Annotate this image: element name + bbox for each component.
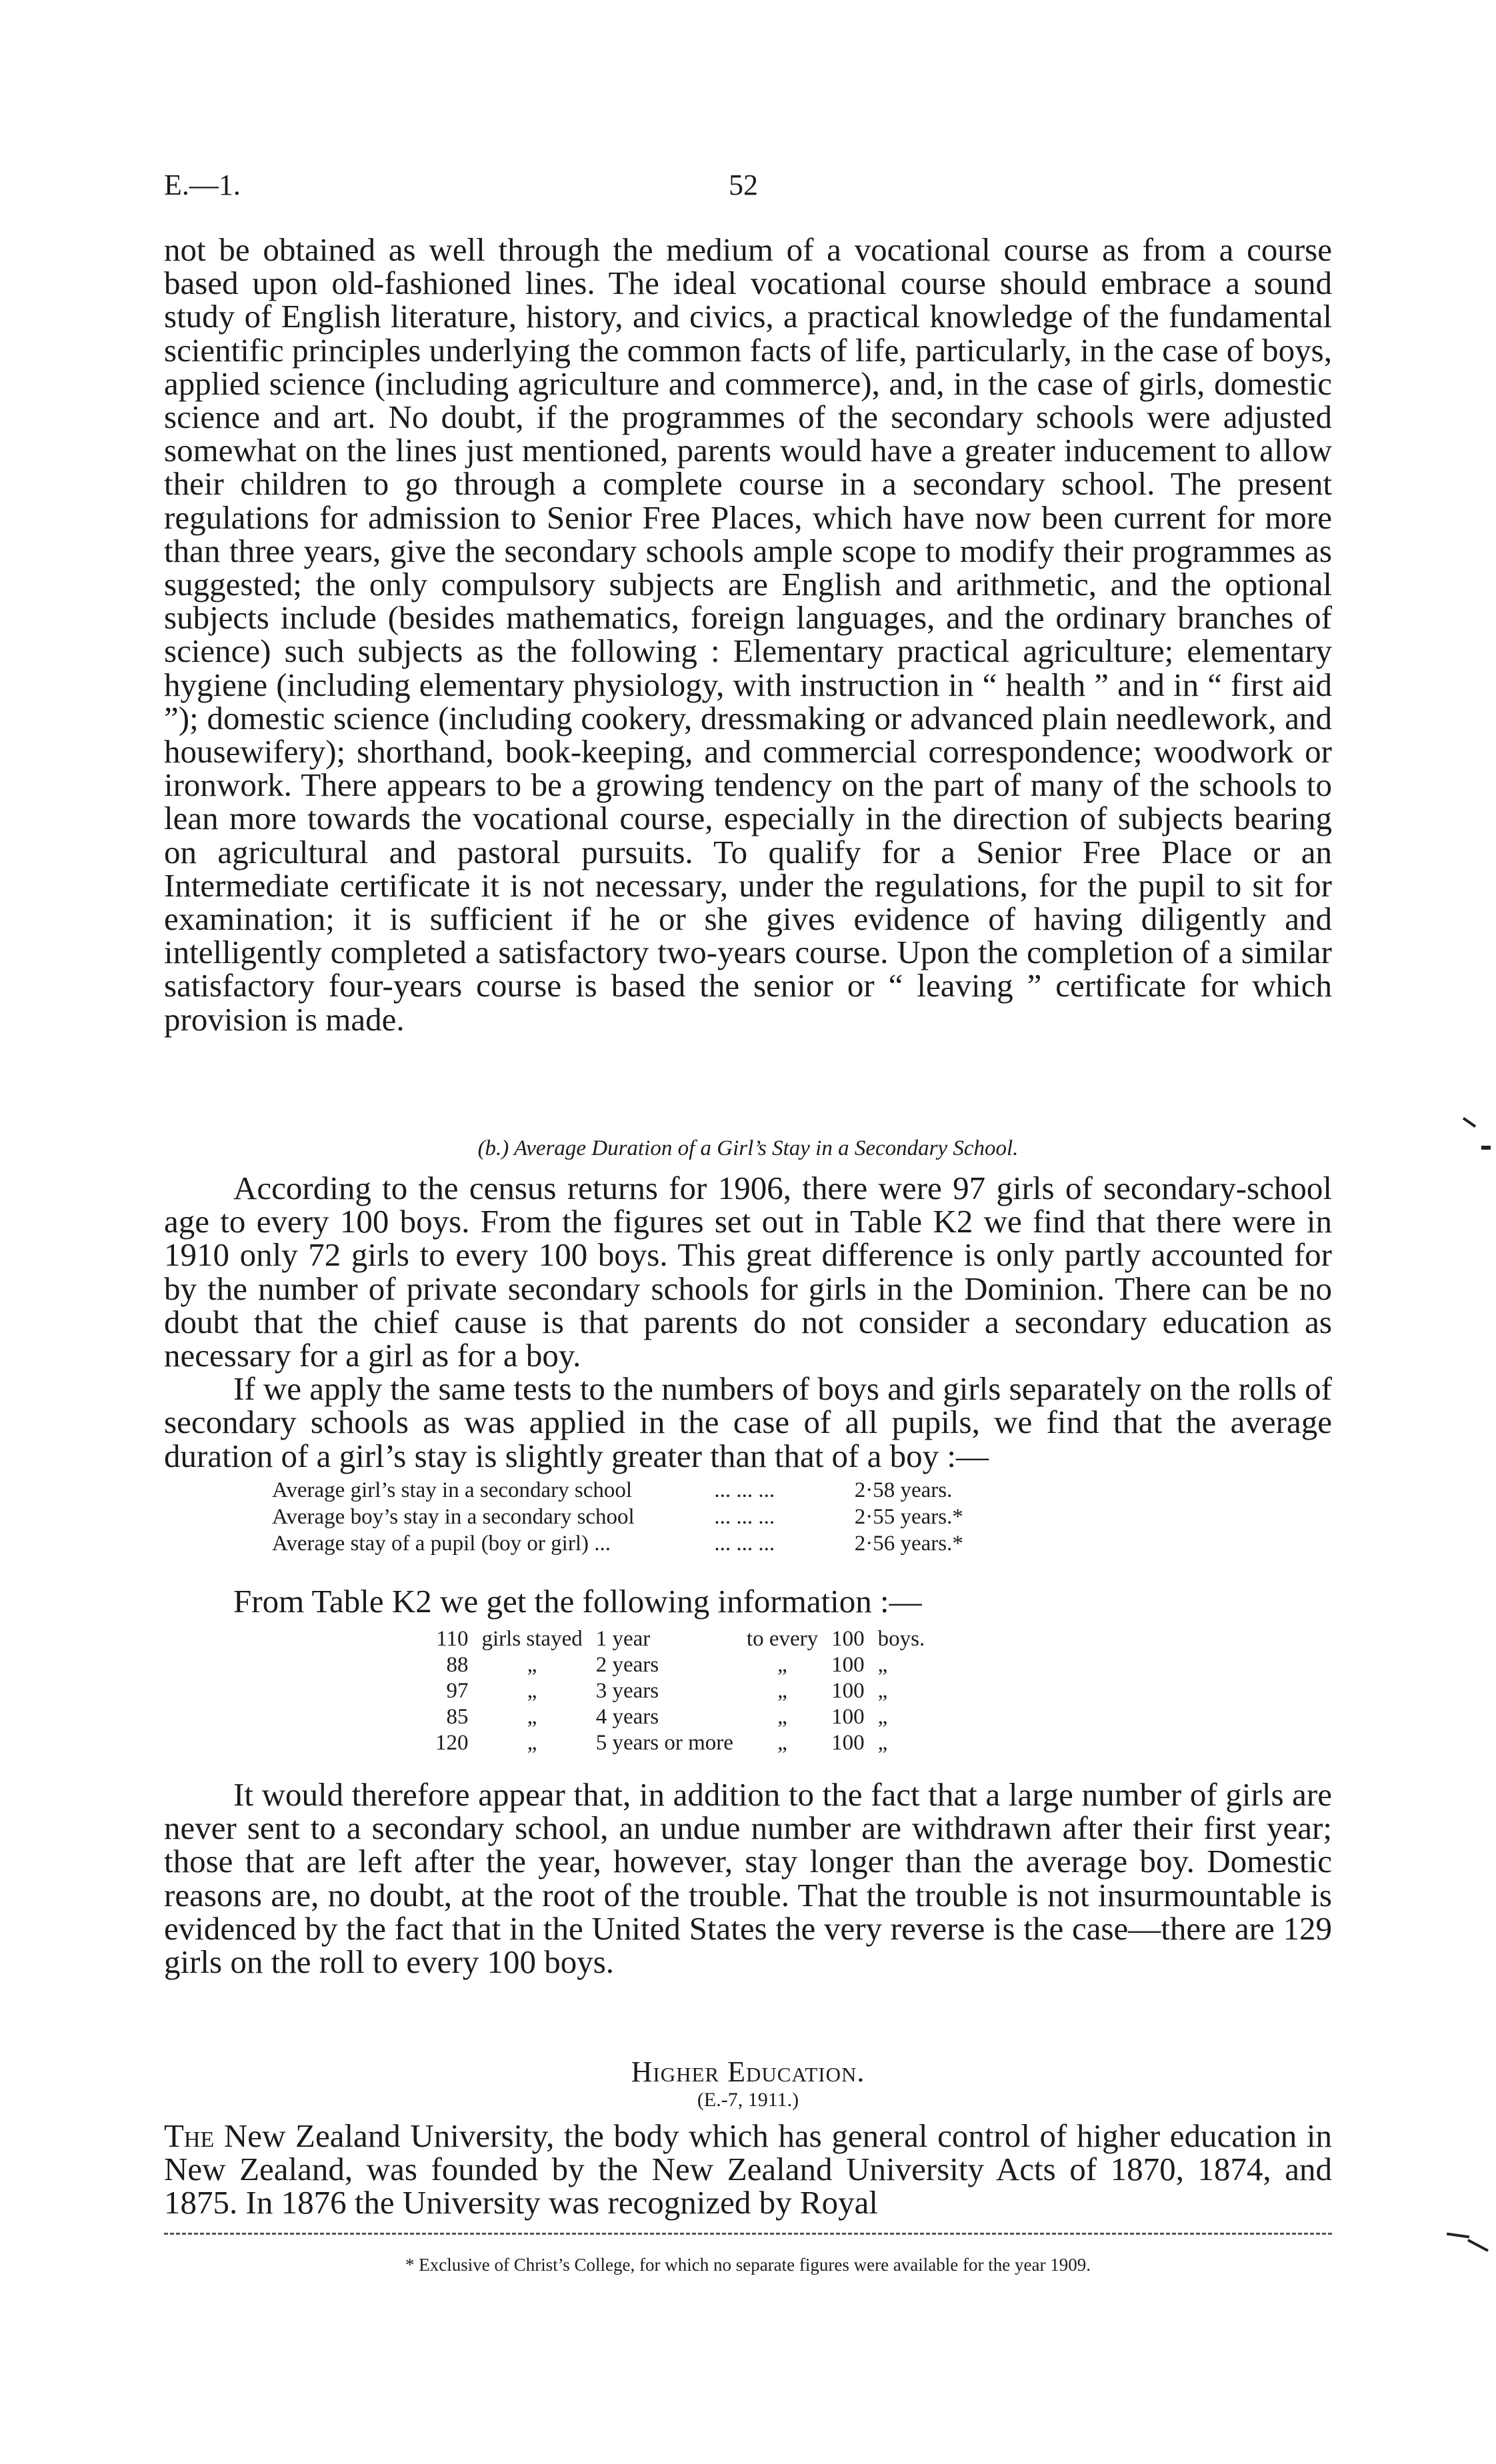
paragraph-text: not be obtained as well through the medium of a vocational course as from a course based upon old-fashioned lines. The ideal vocational course should embrace a sound study of English literature, history, and civics, a practical knowledge of the fundamental scientific principles underlying the common facts of life, particularly, in the case of boys, applied science (including agriculture and commerce), and, in the case of girls, domestic science and art. No doubt, if the programmes of the secondary schools were adjusted somewhat on the lines just mentioned, parents would have a greater inducement to allow their children to go through a complete course in a secondary school. The present regulations for admission to Senior Free Places, which have now been current for more than three years, give the secondary schools ample scope to modify their programmes as suggested; the only compulsory subjects are English and arithmetic, and the optional subjects include (besides mathematics, foreign languages, and the ordinary branches of science) such subjects as the following : Elementary practical agriculture; elementary hygiene (including elementary physiology, with instruction in “ health ” and in “ first aid ”); domestic science (including cookery, dressmaking or advanced plain needlework, and housewifery); shorthand, book-keeping, and commercial correspondence; woodwork or ironwork. There appears to be a growing tendency on the part of many of the schools to lean more towards the vocational course, especially in the direction of subjects bearing on agricultural and pastoral pursuits. To qualify for a Senior Free Place or an Intermediate certificate it is not necessary, under the regulations, for the pupil to sit for examination; it is sufficient if he or she gives evidence of having diligently and intelligently completed a satisfactory two-years course. Upon the completion of a similar satisfactory four-years course is based the senior or “ leaving ” certificate for which provision is made. xyxy=(164,231,1332,1038)
paragraph-vocational-course xyxy=(164,233,1332,1036)
section-subheading: (b.) Average Duration of a Girl’s Stay in a Secondary School. xyxy=(477,1136,1019,1160)
girls-count: 97 xyxy=(446,1679,469,1703)
table-row xyxy=(429,1704,931,1730)
table-intro: From Table K2 we get the following information :— xyxy=(233,1583,922,1620)
boys-count: 100 xyxy=(831,1627,865,1651)
paragraph-text xyxy=(164,2119,1332,2220)
list-item xyxy=(272,1504,963,1530)
boys-count: 100 xyxy=(831,1679,865,1703)
boys-count: 100 xyxy=(831,1705,865,1729)
scan-mark xyxy=(1481,1146,1491,1150)
years-label: 5 years or more xyxy=(595,1731,733,1755)
boys-label: „ xyxy=(877,1679,888,1703)
boys-label: „ xyxy=(877,1653,888,1677)
table-row xyxy=(429,1652,931,1678)
to-every-label: „ xyxy=(777,1705,787,1729)
boys-label: „ xyxy=(877,1731,888,1755)
to-every-label: to every xyxy=(746,1627,819,1651)
stat-label: Average boy’s stay in a secondary school xyxy=(272,1505,635,1529)
scan-mark xyxy=(1467,2239,1489,2251)
table-row xyxy=(429,1678,931,1704)
paragraph-withdrawal xyxy=(164,1778,1332,1979)
page-number: 52 xyxy=(729,169,758,201)
section-heading: Higher Education. xyxy=(631,2055,865,2088)
paragraph-text: According to the census returns for 1906, there were 97 girls of secondary-school age to every 100 boys. From the figures set out in Table K2 we find that there were in 1910 only 72 girls to every 100 boys. This great difference is only partly accounted for by the number of private secondary schools for girls in the Dominion. There can be no doubt that the chief cause is that parents do not consider a secondary education as necessary for a girl as for a boy. xyxy=(164,1170,1332,1374)
girls-count: 110 xyxy=(436,1627,469,1651)
to-every-label: „ xyxy=(777,1731,787,1755)
stayed-label: girls stayed xyxy=(481,1627,583,1651)
footnote: * Exclusive of Christ’s College, for which no separate figures were available for the year 1909. xyxy=(405,2255,1091,2275)
stat-value: 2·55 years.* xyxy=(854,1505,963,1529)
years-label: 1 year xyxy=(595,1627,651,1651)
years-label: 2 years xyxy=(595,1653,659,1677)
boys-label: „ xyxy=(877,1705,888,1729)
girls-per-boys-table xyxy=(429,1626,931,1756)
paragraph-university xyxy=(164,2119,1332,2220)
girls-count: 85 xyxy=(446,1705,469,1729)
list-item xyxy=(272,1530,963,1557)
leader-dots: ... ... ... xyxy=(714,1478,775,1502)
leader-dots: ... ... ... xyxy=(714,1505,775,1529)
stayed-label: „ xyxy=(527,1731,537,1755)
scan-mark xyxy=(1447,2233,1469,2239)
boys-count: 100 xyxy=(831,1731,865,1755)
average-stay-list xyxy=(272,1477,963,1557)
boys-count: 100 xyxy=(831,1653,865,1677)
list-item xyxy=(272,1477,963,1504)
lead-word: The xyxy=(164,2117,215,2154)
girls-count: 120 xyxy=(435,1731,469,1755)
report-reference: E.—1. xyxy=(164,169,241,201)
stat-value: 2·56 years.* xyxy=(854,1532,963,1556)
leader-dots: ... ... ... xyxy=(714,1532,775,1556)
stayed-label: „ xyxy=(527,1705,537,1729)
stat-value: 2·58 years. xyxy=(854,1478,953,1502)
section-reference: (E.-7, 1911.) xyxy=(697,2089,799,2111)
girls-count: 88 xyxy=(446,1653,469,1677)
stayed-label: „ xyxy=(527,1679,537,1703)
stayed-label: „ xyxy=(527,1653,537,1677)
to-every-label: „ xyxy=(777,1653,787,1677)
footnote-rule xyxy=(164,2233,1332,2235)
years-label: 4 years xyxy=(595,1705,659,1729)
stat-label: Average girl’s stay in a secondary school xyxy=(272,1478,633,1502)
boys-label: boys. xyxy=(877,1627,925,1651)
paragraph-census xyxy=(164,1172,1332,1473)
table-row xyxy=(429,1730,931,1756)
scan-mark xyxy=(1463,1117,1476,1128)
paragraph-body: New Zealand University, the body which has general control of higher education in New Zealand, was founded by the New Zealand University Acts of 1870, 1874, and 1875. In 1876 the University was recognized by Royal xyxy=(164,2117,1332,2221)
years-label: 3 years xyxy=(595,1679,659,1703)
paragraph-text: If we apply the same tests to the numbers of boys and girls separately on the rolls of secondary schools as was applied in the case of all pupils, we find that the average duration of a girl’s stay is slightly greater than that of a boy :— xyxy=(164,1370,1332,1474)
table-row xyxy=(429,1626,931,1652)
to-every-label: „ xyxy=(777,1679,787,1703)
stat-label: Average stay of a pupil (boy or girl) ... xyxy=(272,1532,611,1556)
paragraph-text: It would therefore appear that, in addition to the fact that a large number of girls are never sent to a secondary school, an undue number are withdrawn after their first year; those that are left after the year, however, stay longer than the average boy. Domestic reasons are, no doubt, at the root of the trouble. That the trouble is not insurmountable is evidenced by the fact that in the United States the very reverse is the case—there are 129 girls on the roll to every 100 boys. xyxy=(164,1776,1332,1981)
